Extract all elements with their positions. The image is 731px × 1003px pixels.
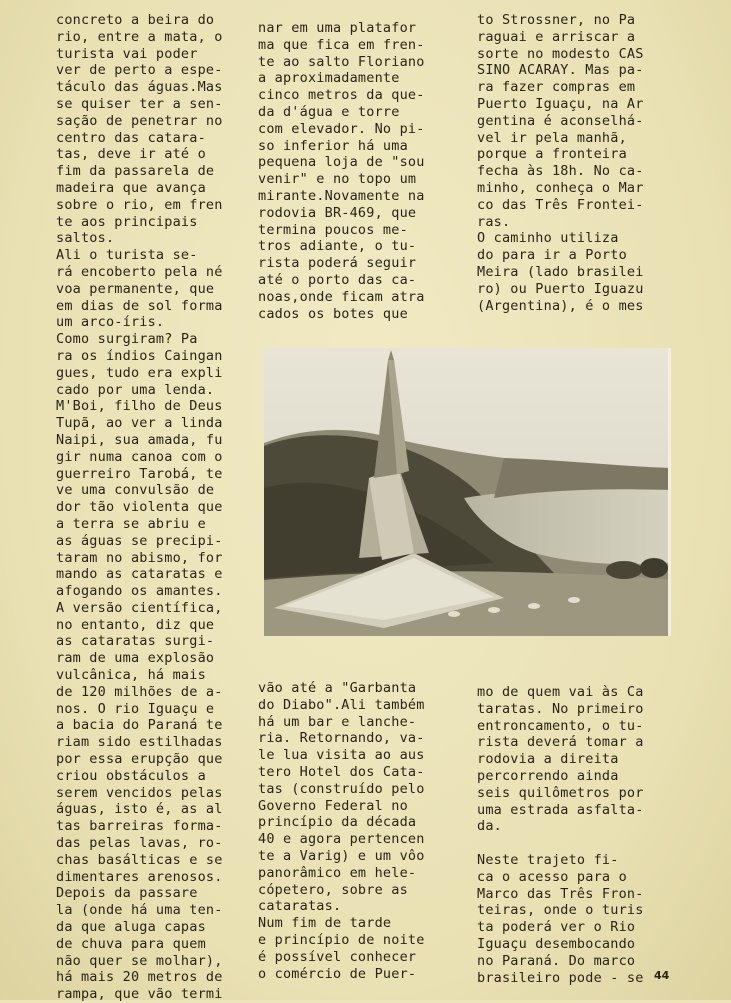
text-line: concreto a beira do: [56, 12, 215, 28]
text-line: dimentares arenosos.: [56, 868, 223, 885]
text-line: rista poderá seguir: [258, 255, 417, 272]
text-line: é possível conhecer: [258, 948, 417, 965]
text-line: rampa, que vão termi: [56, 986, 223, 1003]
text-line: porque a fronteira: [477, 146, 627, 163]
text-line: ro) ou Puerto Iguazu: [477, 280, 644, 297]
text-line: vão até a "Garbanta: [258, 680, 417, 696]
text-line: cado por uma lenda.: [56, 381, 215, 398]
text-line: te aos principais: [56, 213, 198, 230]
text-line: chas basálticas e se: [56, 851, 223, 868]
text-line: não quer se molhar),: [56, 952, 223, 969]
text-line: raguai e arriscar a: [477, 28, 636, 45]
text-line: tas (construído pelo: [258, 780, 425, 797]
text-line: há mais 20 metros de: [56, 969, 223, 986]
text-line: seis quilômetros por: [477, 784, 644, 801]
text-column-right-top: [477, 12, 673, 314]
text-line: turista vai poder: [56, 45, 198, 62]
text-line: gentina é aconselhá-: [477, 112, 644, 129]
text-line: sobre o rio, em fren: [56, 196, 223, 213]
text-line: to Strossner, no Pa: [477, 12, 636, 28]
text-line: rodovia a direita: [477, 751, 619, 768]
text-line: cópetero, sobre as: [258, 881, 408, 898]
text-line: vel ir pela manhã,: [477, 129, 627, 146]
text-line: ver de perto a espe-: [56, 62, 223, 79]
text-line: ram de uma explosão: [56, 650, 215, 667]
text-line: teiras, onde o turis: [477, 902, 644, 919]
text-line: fecha às 18h. No ca-: [477, 163, 644, 180]
text-line: gues, tudo era expli: [56, 364, 223, 381]
text-line: fim da passarela de: [56, 163, 215, 180]
text-line: rista deverá tomar a: [477, 734, 644, 751]
text-line: águas, isto é, as al: [56, 801, 223, 818]
text-line: A versão científica,: [56, 599, 223, 616]
text-line: cinco metros da que-: [258, 87, 425, 104]
text-column-right-bottom: [477, 684, 673, 986]
text-line: rá encoberto pela né: [56, 263, 223, 280]
text-line: taram no abismo, for: [56, 549, 223, 566]
text-line: o comércio de Puer-: [258, 965, 417, 982]
text-line: minho, conheça o Mar: [477, 179, 644, 196]
text-line: cados os botes que: [258, 305, 408, 322]
text-line: tas, deve ir até o: [56, 146, 206, 163]
text-line: Puerto Iguaçu, na Ar: [477, 95, 644, 112]
text-line: no Paraná. Do marco: [477, 952, 636, 969]
text-line: Num fim de tarde: [258, 915, 392, 932]
text-line: da que aluga capas: [56, 919, 206, 936]
text-line: ma que fica em fren-: [258, 36, 425, 53]
text-line: rio, entre a mata, o: [56, 28, 223, 45]
text-line: M'Boi, filho de Deus: [56, 398, 223, 415]
text-line: le lua visita ao aus: [258, 747, 425, 764]
text-line: as águas se precipi-: [56, 532, 223, 549]
text-line: e princípio de noite: [258, 931, 425, 948]
text-line: [477, 835, 673, 852]
text-line: Depois da passare: [56, 885, 198, 902]
text-line: riam sido estilhadas: [56, 734, 223, 751]
text-line: Iguaçu desembocando: [477, 935, 636, 952]
text-line: so inferior há uma: [258, 137, 408, 154]
text-line: pequena loja de "sou: [258, 154, 425, 171]
text-line: um arco-íris.: [56, 314, 165, 331]
text-line: mando as cataratas e: [56, 566, 223, 583]
text-line: entroncamento, o tu-: [477, 717, 644, 734]
text-line: nar em uma platafor: [258, 20, 417, 36]
text-line: ra os índios Caingan: [56, 347, 223, 364]
text-line: mo de quem vai às Ca: [477, 684, 644, 700]
text-line: a terra se abriu e: [56, 515, 206, 532]
text-line: ca o acesso para o: [477, 868, 627, 885]
text-line: tero Hotel dos Cata-: [258, 763, 425, 780]
text-line: a bacia do Paraná te: [56, 717, 223, 734]
photo-marco-das-tres-fronteiras: [264, 348, 671, 636]
text-line: te a Varig) e um vôo: [258, 847, 425, 864]
text-line: dor tão violenta que: [56, 499, 223, 516]
text-column-middle-top: [258, 20, 454, 322]
text-line: Tupã, ao ver a linda: [56, 415, 223, 432]
text-line: do Diabo".Ali também: [258, 696, 425, 713]
text-line: Naipi, sua amada, fu: [56, 431, 223, 448]
text-line: nos. O rio Iguaçu e: [56, 700, 215, 717]
text-line: do para ir a Porto: [477, 247, 627, 264]
text-column-middle-bottom: [258, 680, 454, 982]
text-line: (Argentina), é o mes: [477, 297, 644, 314]
text-line: madeira que avança: [56, 179, 206, 196]
text-line: ve uma convulsão de: [56, 482, 215, 499]
text-line: até o porto das ca-: [258, 271, 417, 288]
text-column-left: [56, 12, 236, 1003]
text-line: tros adiante, o tu-: [258, 238, 417, 255]
text-line: voa permanente, que: [56, 280, 215, 297]
text-line: co das Três Frontei-: [477, 196, 644, 213]
text-line: termina poucos me-: [258, 221, 408, 238]
text-line: brasileiro pode - se: [477, 969, 644, 986]
text-line: princípio da década: [258, 814, 417, 831]
text-line: Como surgiram? Pa: [56, 331, 198, 348]
text-line: se quiser ter a sen-: [56, 95, 223, 112]
text-line: ras.: [477, 213, 511, 230]
text-line: em dias de sol forma: [56, 297, 223, 314]
text-line: rodovia BR-469, que: [258, 204, 417, 221]
text-line: O caminho utiliza: [477, 230, 619, 247]
text-line: sação de penetrar no: [56, 112, 223, 129]
text-line: Meira (lado brasilei: [477, 263, 644, 280]
text-line: uma estrada asfalta-: [477, 801, 644, 818]
text-line: guerreiro Tarobá, te: [56, 465, 223, 482]
text-line: táculo das águas.Mas: [56, 79, 223, 96]
text-line: a aproximadamente: [258, 70, 400, 87]
text-line: Ali o turista se-: [56, 247, 198, 264]
text-line: centro das catara-: [56, 129, 206, 146]
text-line: noas,onde ficam atra: [258, 288, 425, 305]
text-line: Governo Federal no: [258, 797, 408, 814]
text-line: saltos.: [56, 230, 115, 247]
text-line: no entanto, diz que: [56, 616, 215, 633]
text-line: mirante.Novamente na: [258, 187, 425, 204]
text-line: ria. Retornando, va-: [258, 730, 425, 747]
text-line: la (onde há uma ten-: [56, 902, 223, 919]
obelisk-photo-drawing: [264, 348, 671, 636]
text-line: por essa erupção que: [56, 751, 223, 768]
text-line: Neste trajeto fi-: [477, 851, 619, 868]
text-line: panorâmico em hele-: [258, 864, 417, 881]
page-number: 44: [654, 969, 670, 982]
text-line: venir" e no topo um: [258, 171, 417, 188]
text-line: de chuva para quem: [56, 935, 206, 952]
text-line: vulcânica, há mais: [56, 667, 206, 684]
text-line: criou obstáculos a: [56, 767, 206, 784]
text-line: cataratas.: [258, 898, 342, 915]
text-line: com elevador. No pi-: [258, 120, 425, 137]
text-line: serem vencidos pelas: [56, 784, 223, 801]
text-line: ta poderá ver o Rio: [477, 919, 636, 936]
text-line: gir numa canoa com o: [56, 448, 223, 465]
text-line: taratas. No primeiro: [477, 700, 644, 717]
text-line: 40 e agora pertencen: [258, 831, 425, 848]
text-line: Marco das Três Fron-: [477, 885, 644, 902]
text-line: da d'água e torre: [258, 103, 400, 120]
text-line: tas barreiras forma-: [56, 818, 223, 835]
text-line: sorte no modesto CAS: [477, 45, 644, 62]
text-line: ra fazer compras em: [477, 79, 636, 96]
text-line: das pelas lavas, ro-: [56, 835, 223, 852]
text-line: há um bar e lanche-: [258, 713, 417, 730]
text-line: as cataratas surgi-: [56, 633, 215, 650]
text-line: SINO ACARAY. Mas pa-: [477, 62, 644, 79]
text-line: afogando os amantes.: [56, 583, 223, 600]
text-line: de 120 milhões de a-: [56, 683, 223, 700]
text-line: te ao salto Floriano: [258, 53, 425, 70]
text-line: percorrendo ainda: [477, 767, 619, 784]
text-line: da.: [477, 818, 502, 835]
